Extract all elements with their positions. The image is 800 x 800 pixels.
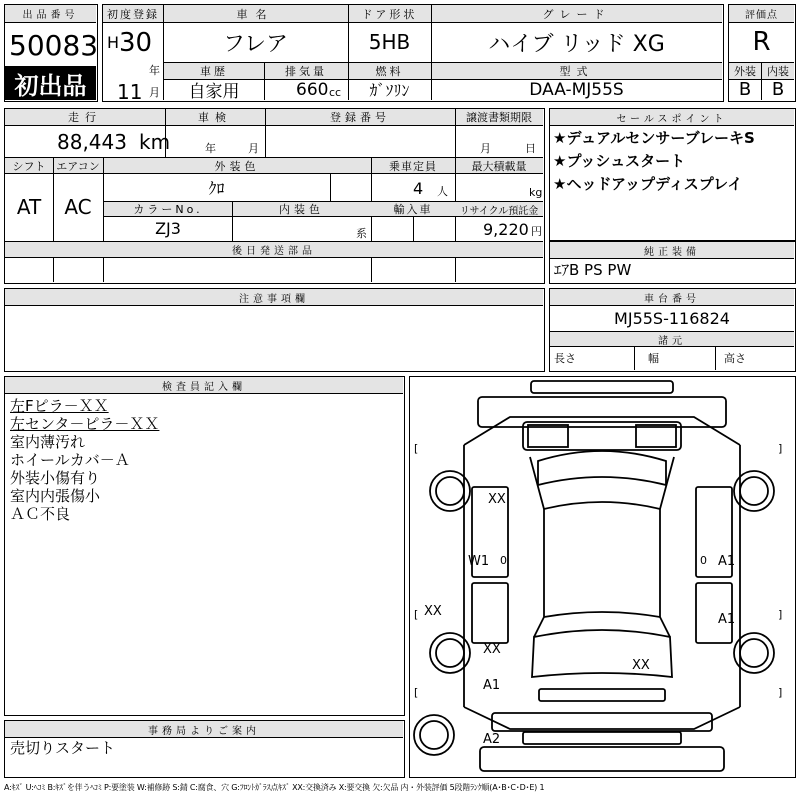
door-type: 5HB <box>368 30 411 54</box>
notes-label: 注意事項欄 <box>5 289 543 306</box>
color: ｸﾛ <box>208 178 225 198</box>
fuel-label: 燃料 <box>375 65 404 78</box>
inspector-lines <box>10 397 159 523</box>
damage-mark: XX <box>488 492 506 507</box>
insp-year-unit: 年 <box>205 142 216 155</box>
transfer-month-unit: 月 <box>480 142 491 155</box>
interior-color-label: 内装色 <box>279 203 324 216</box>
first-listing-text: 初出品 <box>14 71 87 100</box>
ext-label: 外装 <box>734 65 756 78</box>
grade: ハイブ リッド XG <box>488 31 665 57</box>
shift-label: シフト <box>12 159 46 173</box>
era: H <box>107 33 120 52</box>
main-header-table <box>102 4 724 102</box>
fuel: ｶﾞｿﾘﾝ <box>369 81 410 100</box>
reg-year: 30 <box>119 28 153 58</box>
car-outline <box>410 377 794 776</box>
damage-mark: XX <box>424 604 442 619</box>
inspector-label: 検査員記入欄 <box>5 377 403 394</box>
later-parts-label: 後日発送部品 <box>5 242 543 258</box>
recycle-unit: 円 <box>531 225 542 238</box>
sales-points-box <box>549 108 796 241</box>
details-table <box>4 108 545 284</box>
load-unit: kg <box>529 186 543 199</box>
int-grade: B <box>771 79 785 100</box>
inspector-line: 室内内張傷小 <box>10 487 101 505</box>
import-label: 輸入車 <box>393 203 433 216</box>
car-name-label: 車名 <box>236 7 275 21</box>
model-label: 型式 <box>559 65 594 78</box>
bracket: ] <box>778 608 783 621</box>
bracket: [ <box>414 608 419 621</box>
shift: AT <box>16 195 42 219</box>
inspector-line: ＡＣ不良 <box>10 505 71 523</box>
ac: AC <box>64 195 92 219</box>
int-label: 内装 <box>767 65 789 78</box>
score-label: 評価点 <box>729 5 794 23</box>
width-label: 幅 <box>648 352 659 365</box>
bracket: [ <box>414 686 419 699</box>
inspector-line: 左Fピラ－ＸＸ <box>10 397 109 415</box>
bracket: [ <box>414 442 419 455</box>
month-unit: 月 <box>149 86 160 99</box>
car-name: フレア <box>222 31 289 57</box>
notes-box <box>4 288 545 372</box>
office-box <box>4 720 405 778</box>
mileage-label: 走行 <box>68 111 102 124</box>
color-no: ZJ3 <box>155 219 181 238</box>
damage-mark: XX <box>483 642 501 657</box>
grade-label: グレード <box>542 7 611 21</box>
year-unit: 年 <box>149 64 160 77</box>
bracket: ] <box>778 442 783 455</box>
inspector-line: 左センタ－ピラ－ＸＸ <box>10 415 160 433</box>
sales-point-3: ★ヘッドアップディスプレイ <box>553 175 743 193</box>
inspector-box <box>4 376 405 716</box>
damage-mark: A1 <box>718 554 736 569</box>
recycle-label: リサイクル預託金 <box>459 205 539 217</box>
ext-grade: B <box>738 79 752 100</box>
damage-mark: A1 <box>718 612 736 627</box>
reg-label: 初度登録 <box>107 7 159 21</box>
height-label: 高さ <box>724 352 746 365</box>
displacement: 660 <box>296 80 329 100</box>
first-listing-badge <box>5 66 96 100</box>
damage-mark: A2 <box>483 732 501 747</box>
color-label: 外装色 <box>214 159 260 173</box>
transfer-label: 譲渡書類期限 <box>466 111 532 124</box>
mileage: 88,443 <box>57 130 127 154</box>
chassis-label: 車台番号 <box>550 289 794 306</box>
mileage-unit: km <box>139 130 171 154</box>
equipment-box <box>549 241 796 284</box>
capacity: 4 <box>413 179 424 198</box>
sales-points-label: セールスポイント <box>550 109 794 126</box>
inspector-line: 外装小傷有り <box>10 469 101 487</box>
door-label: ドア形状 <box>361 7 418 21</box>
score-block <box>728 4 796 102</box>
history: 自家用 <box>188 82 240 102</box>
history-label: 車歴 <box>200 65 228 78</box>
displacement-label: 排気量 <box>285 65 327 78</box>
inspector-line: 室内薄汚れ <box>10 433 86 451</box>
lot-number: 50083 <box>9 29 99 62</box>
car-diagram <box>409 376 796 778</box>
office-value: 売切りスタート <box>10 739 116 757</box>
inspector-line: ホイールカバ－Ａ <box>10 451 130 469</box>
sales-point-1: ★デュアルセンサーブレーキS <box>553 129 755 147</box>
damage-mark: 0 <box>500 554 507 567</box>
ac-label: エアコン <box>56 159 100 173</box>
capacity-label: 乗車定員 <box>389 159 437 173</box>
model: DAA-MJ55S <box>529 79 624 100</box>
capacity-unit: 人 <box>437 185 448 198</box>
insp-month-unit: 月 <box>248 142 259 155</box>
lot-block <box>4 4 98 102</box>
reg-month: 11 <box>117 80 143 104</box>
transfer-day-unit: 日 <box>525 142 536 155</box>
chassis-box <box>549 288 796 372</box>
load-label: 最大積載量 <box>471 159 527 173</box>
damage-mark: 0 <box>700 554 707 567</box>
displacement-unit: cc <box>329 86 342 99</box>
interior-unit: 系 <box>356 227 367 240</box>
score: R <box>752 27 771 57</box>
recycle: 9,220 <box>483 220 529 239</box>
regno-label: 登録番号 <box>330 111 390 124</box>
office-label: 事務局よりご案内 <box>5 721 403 738</box>
equipment-value: ｴｱB PS PW <box>554 261 632 279</box>
damage-mark: XX <box>632 658 650 673</box>
sales-point-2: ★プッシュスタート <box>553 152 686 170</box>
length-label: 長さ <box>554 352 576 365</box>
damage-mark: W1 <box>468 554 490 569</box>
chassis-number: MJ55S-116824 <box>614 308 730 328</box>
color-no-label: カラーNo. <box>133 203 203 216</box>
lot-label: 出品番号 <box>5 5 96 23</box>
dims-label: 諸元 <box>550 332 794 347</box>
legend: A:ｷｽﾞ U:ﾍｺﾐ B:ｷｽﾞを伴うﾍｺﾐ P:要塗装 W:補修跡 S:錆 C:腐食、穴 G:ﾌﾛﾝﾄｶﾞﾗｽ点ｷｽﾞ XX:交換済み X:要交換 欠:欠品 内・外装評価 5段階ﾗﾝｸ順(A･B･C･D･E) 1 <box>4 783 545 792</box>
inspection-label: 車検 <box>198 111 232 124</box>
equipment-label: 純正装備 <box>550 242 794 259</box>
damage-mark: A1 <box>483 678 501 693</box>
bracket: ] <box>778 686 783 699</box>
